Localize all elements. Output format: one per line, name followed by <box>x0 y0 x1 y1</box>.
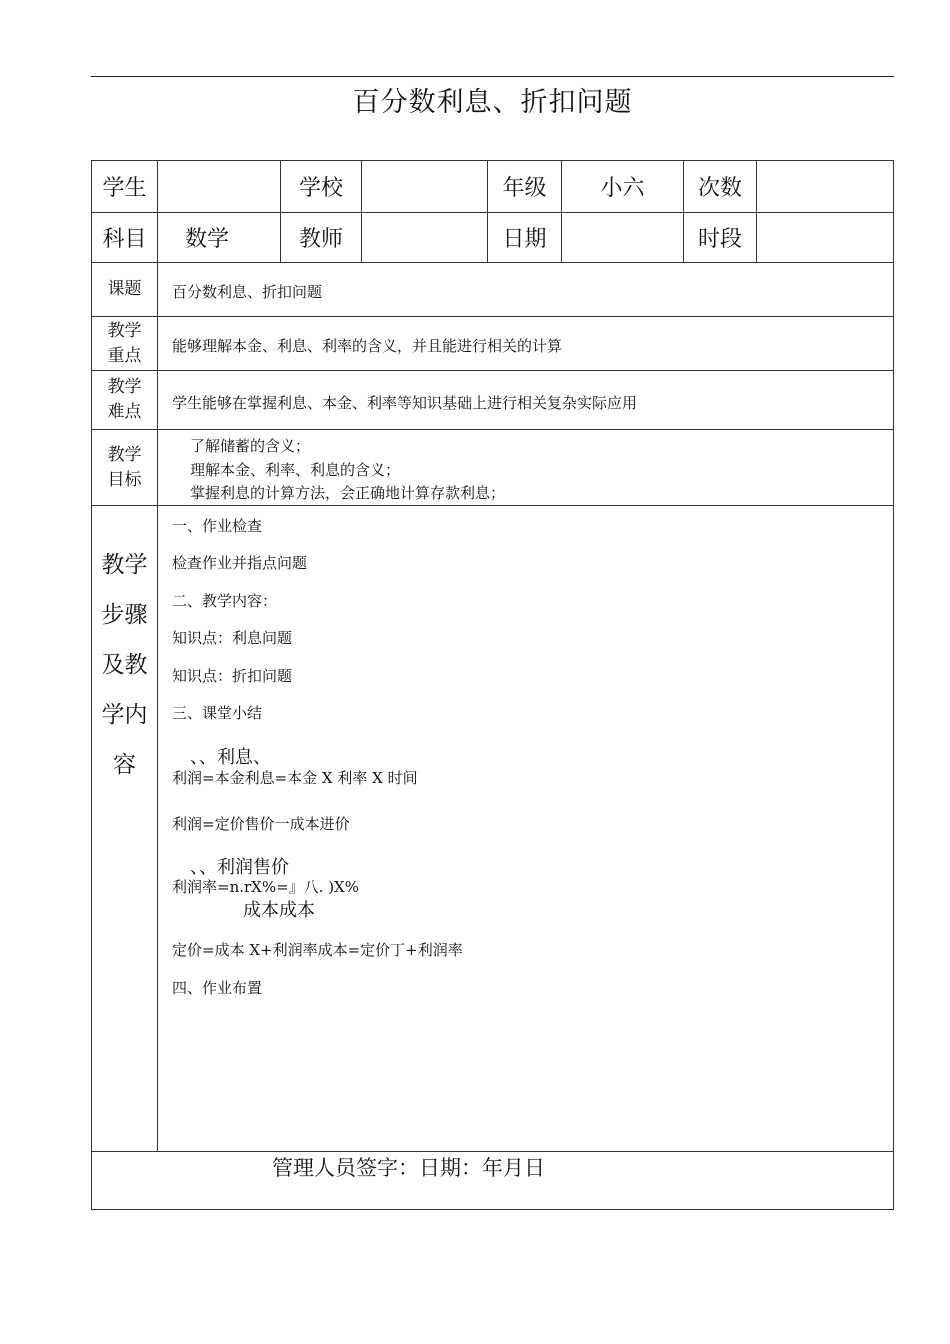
teacher-value <box>362 213 487 262</box>
formula-line: 定价=成本 X+利润率成本=定价丁+利润率 <box>172 941 463 959</box>
focus-label <box>92 317 157 370</box>
topic-value: 百分数利息、折扣问题 <box>172 283 323 301</box>
focus-label-line1: 教学 <box>107 320 142 341</box>
row-divider <box>91 370 894 371</box>
row-divider <box>91 505 894 506</box>
section-heading: 一、作业检查 <box>172 517 263 535</box>
steps-label-line: 学内 <box>101 702 148 728</box>
date-label: 日期 <box>502 227 547 252</box>
signature-line: 管理人员签字：日期：年月日 <box>272 1156 545 1180</box>
goals-label-line2: 目标 <box>107 469 142 490</box>
difficulty-label-line2: 难点 <box>107 402 142 422</box>
topic-label <box>92 263 157 316</box>
school-value <box>362 160 487 212</box>
row-divider <box>91 429 894 430</box>
period-value <box>757 213 893 262</box>
formula-denominator: 成本成本 <box>243 900 315 921</box>
steps-label-line: 步骤 <box>101 602 148 628</box>
steps-label-line: 教学 <box>101 552 148 578</box>
goal-item: 了解储蓄的含义； <box>190 437 311 455</box>
content-line: 检查作业并指点问题 <box>172 554 308 572</box>
steps-label-line: 容 <box>113 752 136 778</box>
subject-label: 科目 <box>102 227 147 252</box>
formula-heading: 、、利息、 <box>190 747 271 768</box>
count-label: 次数 <box>697 175 742 201</box>
steps-label-line: 及教 <box>101 652 148 678</box>
period-label: 时段 <box>697 227 742 252</box>
formula-line: 利润=本金利息=本金 X 利率 X 时间 <box>172 769 418 787</box>
row-divider <box>91 316 894 317</box>
grade-value: 小六 <box>600 175 645 201</box>
section-heading: 三、课堂小结 <box>172 704 263 722</box>
formula-line: 利润率=n.rX%=』八. )X% <box>172 878 359 896</box>
date-value <box>562 213 683 262</box>
goal-item: 掌握利息的计算方法，会正确地计算存款利息； <box>190 484 506 502</box>
difficulty-label <box>92 371 157 429</box>
row-divider <box>91 262 894 263</box>
count-value <box>757 160 893 212</box>
formula-line: 利润=定价售价一成本进价 <box>172 815 350 833</box>
school-label: 学校 <box>298 175 343 201</box>
content-line: 知识点：利息问题 <box>172 629 293 647</box>
difficulty-label-line1: 教学 <box>107 377 142 397</box>
student-value <box>158 160 280 212</box>
section-heading: 二、教学内容： <box>172 592 278 610</box>
formula-heading: 、、利润售价 <box>190 857 289 878</box>
grade-label: 年级 <box>502 175 547 201</box>
goals-label <box>92 430 157 505</box>
page-title: 百分数利息、折扣问题 <box>352 87 633 118</box>
top-rule <box>91 76 894 77</box>
goals-label-line1: 教学 <box>107 444 142 465</box>
label-col-divider <box>157 262 158 1151</box>
teacher-label: 教师 <box>298 227 343 252</box>
difficulty-value: 学生能够在掌握利息、本金、利率等知识基础上进行相关复杂实际应用 <box>172 394 638 412</box>
steps-label <box>92 540 157 790</box>
content-line: 知识点：折扣问题 <box>172 667 293 685</box>
student-label: 学生 <box>102 175 147 201</box>
focus-value: 能够理解本金、利息、利率的含义，并且能进行相关的计算 <box>172 337 563 355</box>
topic-label-text: 课题 <box>107 279 142 299</box>
subject-value: 数学 <box>184 227 229 252</box>
focus-label-line2: 重点 <box>107 345 142 366</box>
section-heading: 四、作业布置 <box>172 979 263 997</box>
goal-item: 理解本金、利率、利息的含义； <box>190 461 401 479</box>
